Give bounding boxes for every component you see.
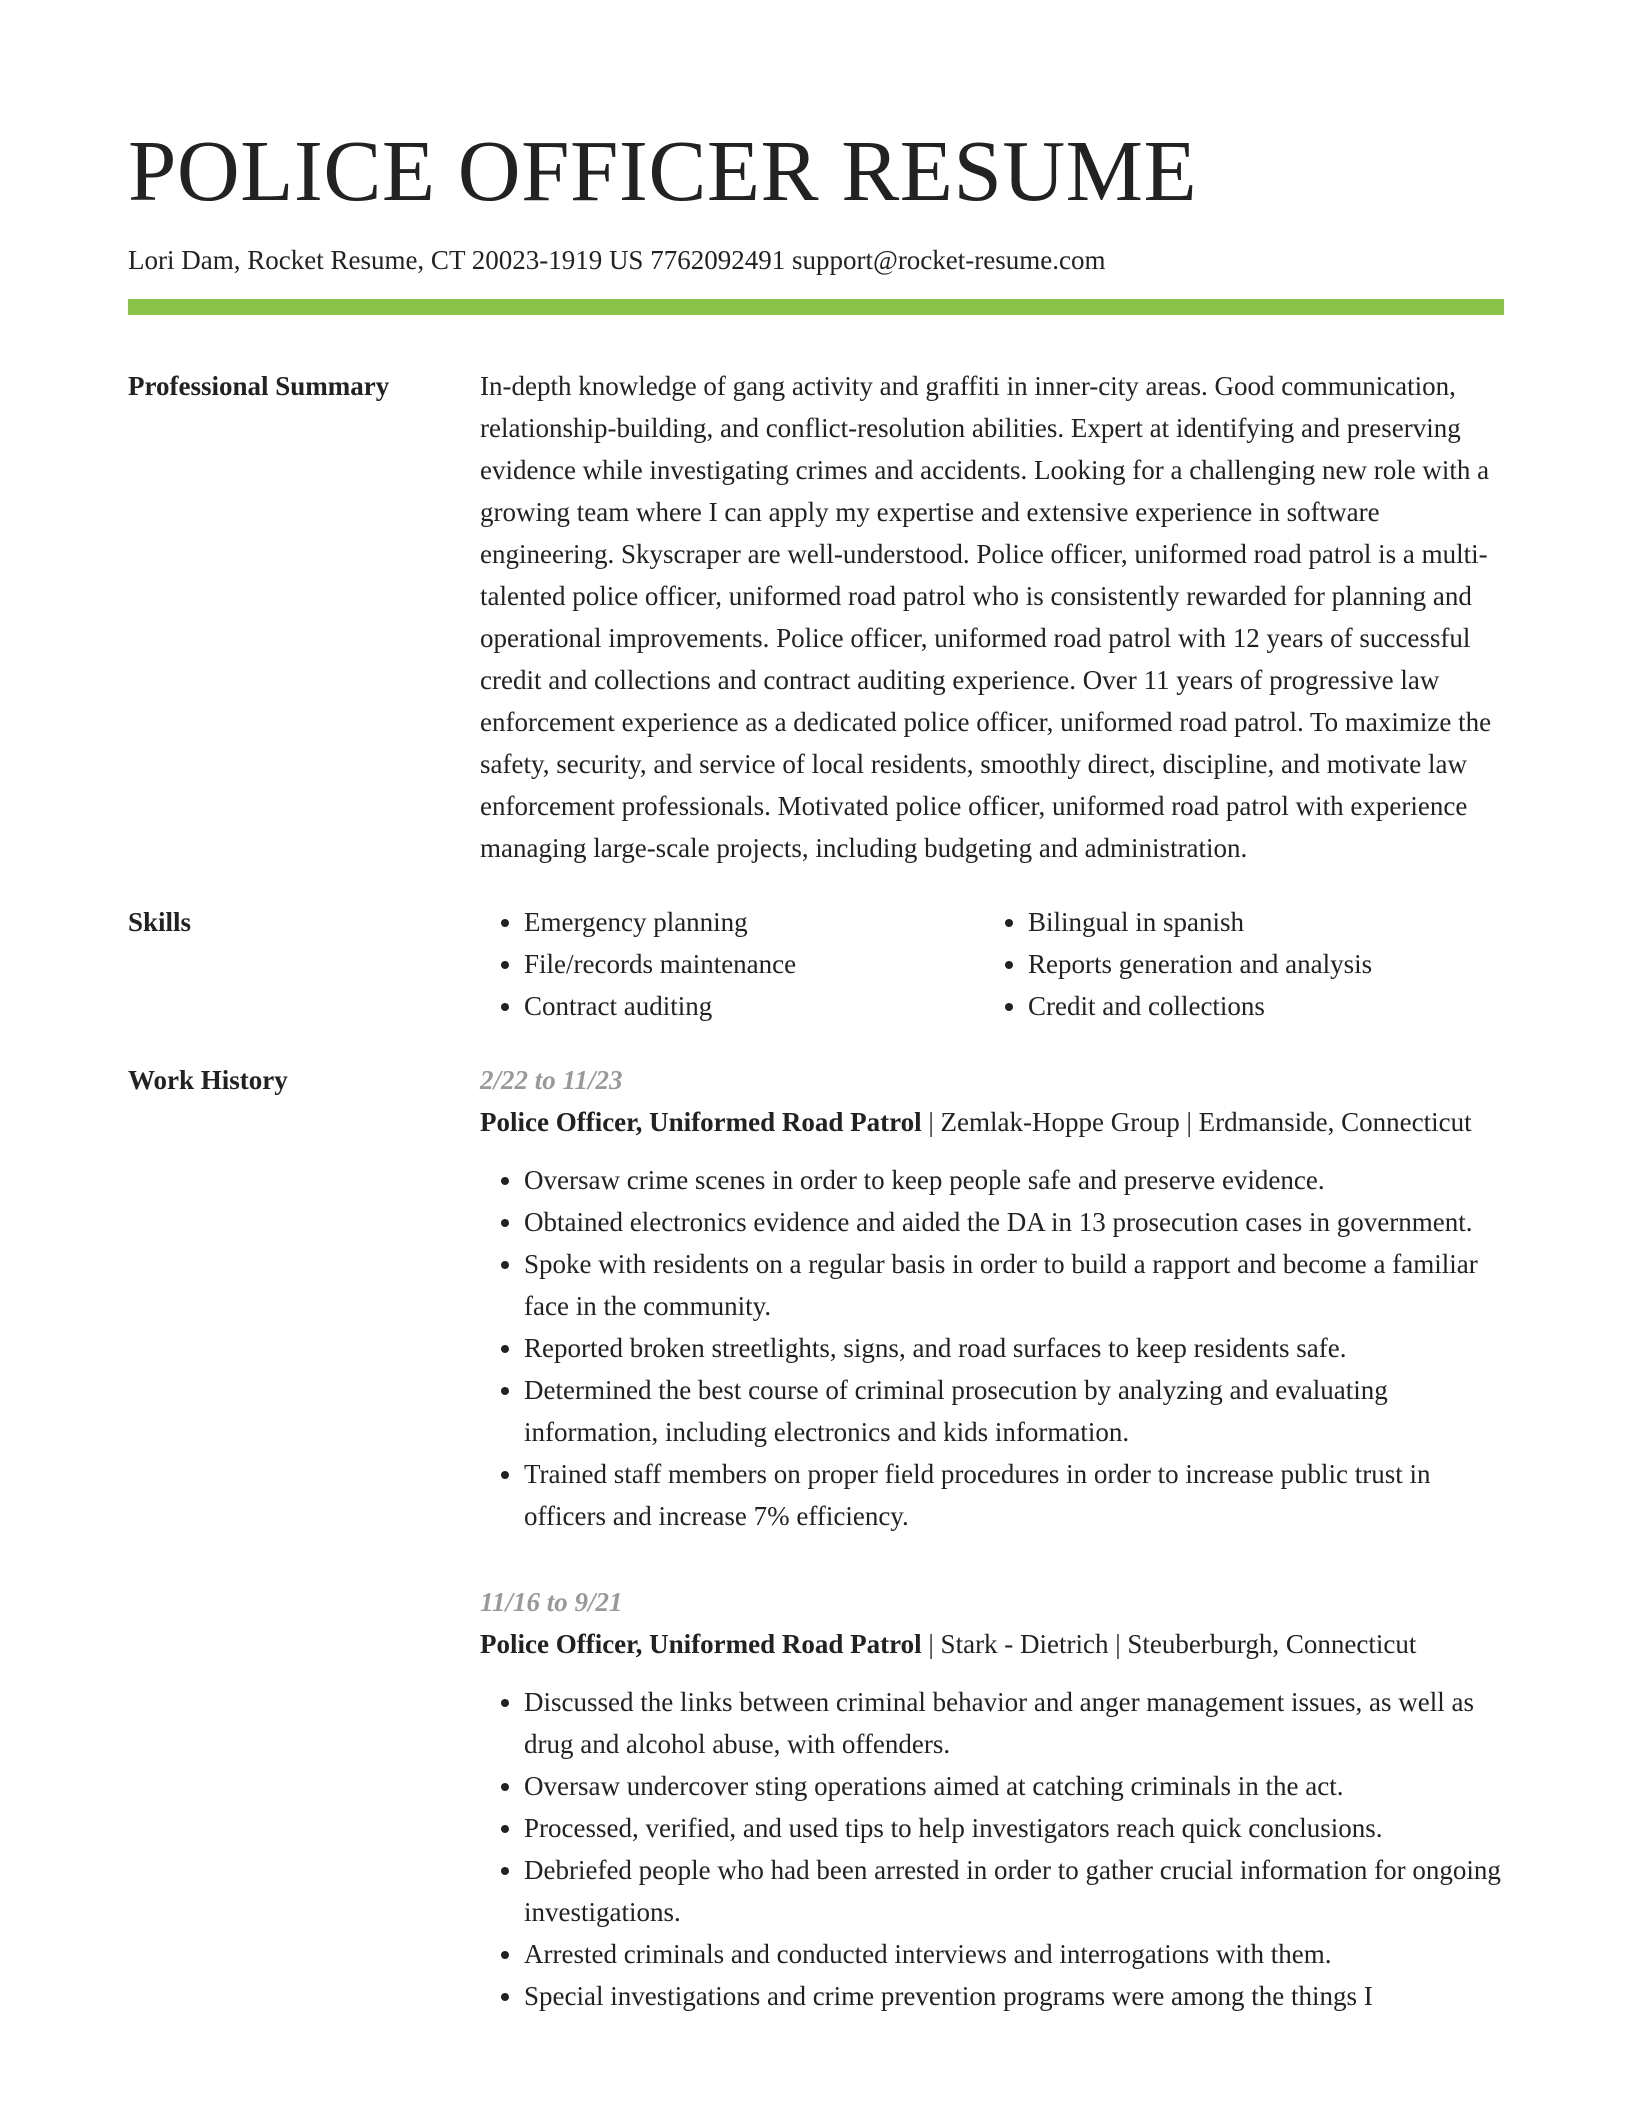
- job-bullet: • Reported broken streetlights, signs, and road surfaces to keep residents safe.: [524, 1327, 1504, 1369]
- job-bullet: • Arrested criminals and conducted interviews and interrogations with them.: [524, 1933, 1504, 1975]
- job-bullet: • Trained staff members on proper field procedures in order to increase public trust in officers and increase 7% efficiency.: [524, 1453, 1504, 1537]
- job-entry: [480, 1581, 1504, 2017]
- job-bullet: • Obtained electronics evidence and aided the DA in 13 prosecution cases in government.: [524, 1201, 1504, 1243]
- job-dates: 11/16 to 9/21: [480, 1587, 623, 1617]
- skill-item: • Bilingual in spanish: [1028, 901, 1488, 943]
- skill-item: • Contract auditing: [524, 985, 984, 1027]
- job-title: Police Officer, Uniformed Road Patrol: [480, 1629, 922, 1659]
- skill-item: • File/records maintenance: [524, 943, 984, 985]
- resume-page: [128, 0, 1504, 2061]
- job-bullet: • Oversaw undercover sting operations aimed at catching criminals in the act.: [524, 1765, 1504, 1807]
- work-history-body: [480, 1059, 1504, 2061]
- section-heading-summary: Professional Summary: [128, 371, 390, 401]
- job-header: [480, 1623, 1504, 1665]
- job-entry: [480, 1059, 1504, 1537]
- job-bullet-list: [480, 1681, 1504, 2017]
- skills-list-left: [480, 901, 984, 1027]
- section-heading-work: Work History: [128, 1065, 288, 1095]
- skill-item: • Emergency planning: [524, 901, 984, 943]
- job-bullet: • Special investigations and crime prevention programs were among the things I: [524, 1975, 1504, 2017]
- summary-text: In-depth knowledge of gang activity and graffiti in inner-city areas. Good communication, relationship-building, and conflict-resolution abilities. Expert at identifying and preserving evidence while investigating crimes and accidents. Looking for a challenging new role with a growing team where I can apply my expertise and extensive experience in software engineering. Skyscraper are well-understood. Police officer, uniformed road patrol is a multi-talented police officer, uniformed road patrol who is consistently rewarded for planning and operational improvements. Police officer, uniformed road patrol with 12 years of successful credit and collections and contract auditing experience. Over 11 years of progressive law enforcement experience as a dedicated police officer, uniformed road patrol. To maximize the safety, security, and service of local residents, smoothly direct, discipline, and motivate law enforcement professionals. Motivated police officer, uniformed road patrol with experience managing large-scale projects, including budgeting and administration.: [480, 371, 1492, 863]
- work-history-section: [128, 1059, 1504, 2061]
- summary-section: [128, 365, 1504, 869]
- job-bullet: • Debriefed people who had been arrested in order to gather crucial information for ongoing investigations.: [524, 1849, 1504, 1933]
- page-title: POLICE OFFICER RESUME: [128, 122, 1198, 219]
- job-bullet: • Processed, verified, and used tips to help investigators reach quick conclusions.: [524, 1807, 1504, 1849]
- header-divider: [128, 299, 1504, 315]
- job-details: | Zemlak-Hoppe Group | Erdmanside, Connecticut: [921, 1107, 1472, 1137]
- section-heading-skills: Skills: [128, 907, 192, 937]
- skills-grid: [480, 901, 1504, 1027]
- job-bullet: • Oversaw crime scenes in order to keep people safe and preserve evidence.: [524, 1159, 1504, 1201]
- job-bullet-list: [480, 1159, 1504, 1537]
- skill-item: • Reports generation and analysis: [1028, 943, 1488, 985]
- summary-body: [480, 365, 1504, 869]
- skill-item: • Credit and collections: [1028, 985, 1488, 1027]
- job-dates: 2/22 to 11/23: [480, 1065, 623, 1095]
- job-bullet: • Determined the best course of criminal prosecution by analyzing and evaluating information, including electronics and kids information.: [524, 1369, 1504, 1453]
- job-bullet: • Discussed the links between criminal behavior and anger management issues, as well as drug and alcohol abuse, with offenders.: [524, 1681, 1504, 1765]
- job-title: Police Officer, Uniformed Road Patrol: [480, 1107, 922, 1137]
- skills-list-right: [984, 901, 1488, 1027]
- contact-info: Lori Dam, Rocket Resume, CT 20023-1919 US 7762092491 support@rocket-resume.com: [128, 245, 1106, 275]
- job-header: [480, 1101, 1504, 1143]
- job-details: | Stark - Dietrich | Steuberburgh, Connecticut: [921, 1629, 1417, 1659]
- job-bullet: • Spoke with residents on a regular basis in order to build a rapport and become a familiar face in the community.: [524, 1243, 1504, 1327]
- skills-section: [128, 901, 1504, 1027]
